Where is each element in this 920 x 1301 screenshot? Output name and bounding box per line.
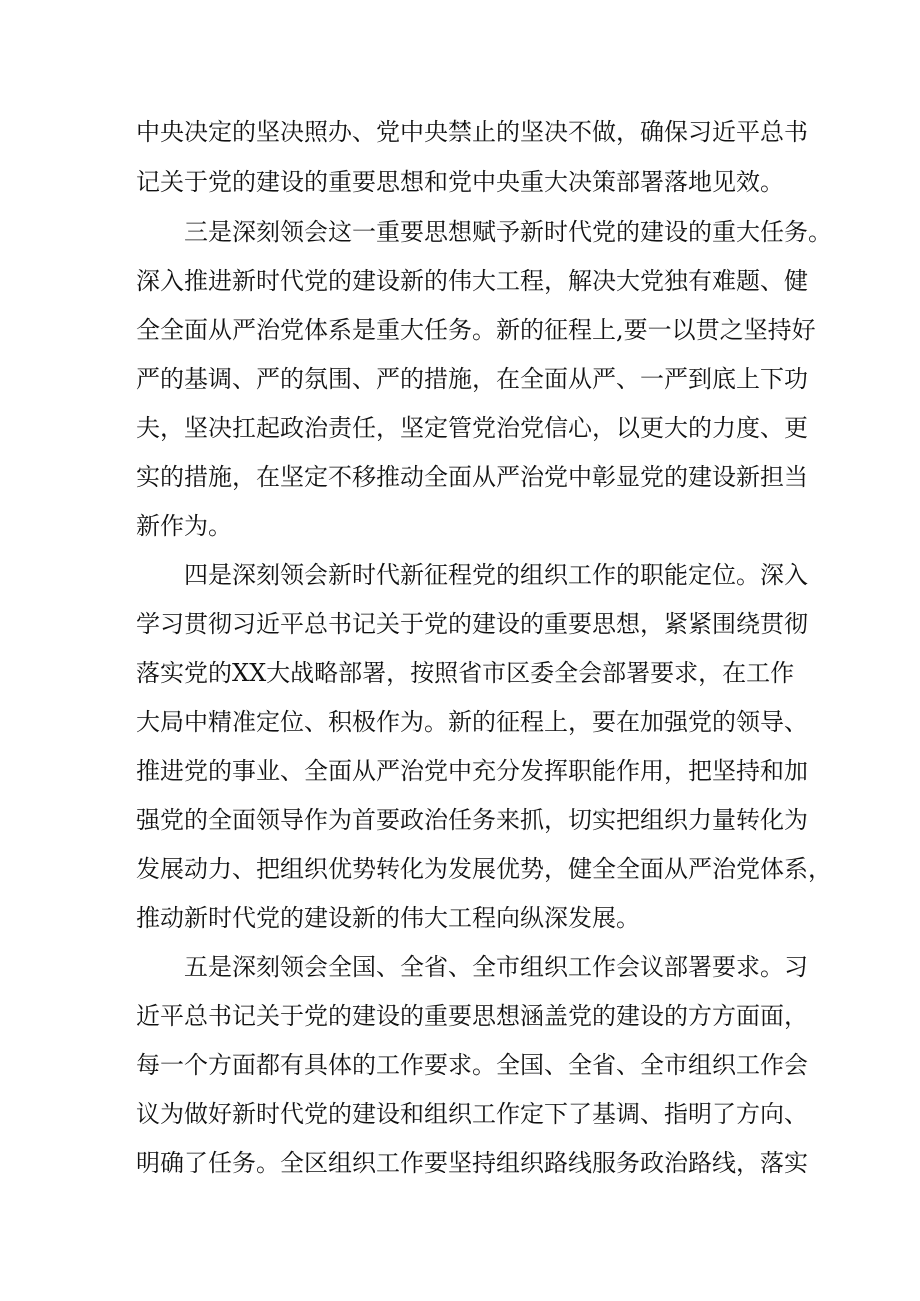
text-line: 推动新时代党的建设新的伟大工程向纵深发展。	[136, 904, 640, 932]
text-line: 夫，坚决扛起政治责任，坚定管党治党信心，以更大的力度、更	[136, 414, 808, 442]
text-line: 强党的全面领导作为首要政治任务来抓，切实把组织力量转化为	[136, 806, 808, 834]
text-line: 明确了任务。全区组织工作要坚持组织路线服务政治路线，落实	[136, 1149, 808, 1177]
text-line: 近平总书记关于党的建设的重要思想涵盖党的建设的方方面面，	[136, 1002, 808, 1030]
text-line: 落实党的XX大战略部署，按照省市区委全会部署要求，在工作	[136, 659, 795, 687]
text-line: 全全面从严治党体系是重大任务。新的征程上,要一以贯之坚持好	[136, 316, 816, 344]
text-line: 记关于党的建设的重要思想和党中央重大决策部署落地见效。	[136, 168, 784, 196]
text-line: 学习贯彻习近平总书记关于党的建设的重要思想，紧紧围绕贯彻	[136, 610, 808, 638]
text-line: 发展动力、把组织优势转化为发展优势，健全全面从严治党体系，	[136, 855, 832, 883]
text-line: 推进党的事业、全面从严治党中充分发挥职能作用，把坚持和加	[136, 757, 808, 785]
text-line: 大局中精准定位、积极作为。新的征程上，要在加强党的领导、	[136, 708, 808, 736]
paragraph-first-line: 三是深刻领会这一重要思想赋予新时代党的建设的重大任务。	[184, 218, 832, 246]
text-line: 每一个方面都有具体的工作要求。全国、全省、全市组织工作会	[136, 1051, 808, 1079]
paragraph-first-line: 五是深刻领会全国、全省、全市组织工作会议部署要求。习	[184, 953, 808, 981]
text-line: 新作为。	[136, 512, 232, 540]
text-line: 严的基调、严的氛围、严的措施，在全面从严、一严到底上下功	[136, 365, 808, 393]
text-line: 深入推进新时代党的建设新的伟大工程，解决大党独有难题、健	[136, 267, 808, 295]
text-line: 中央决定的坚决照办、党中央禁止的坚决不做，确保习近平总书	[136, 118, 808, 146]
text-line: 议为做好新时代党的建设和组织工作定下了基调、指明了方向、	[136, 1100, 808, 1128]
text-line: 实的措施，在坚定不移推动全面从严治党中彰显党的建设新担当	[136, 463, 808, 491]
paragraph-first-line: 四是深刻领会新时代新征程党的组织工作的职能定位。深入	[184, 561, 808, 589]
